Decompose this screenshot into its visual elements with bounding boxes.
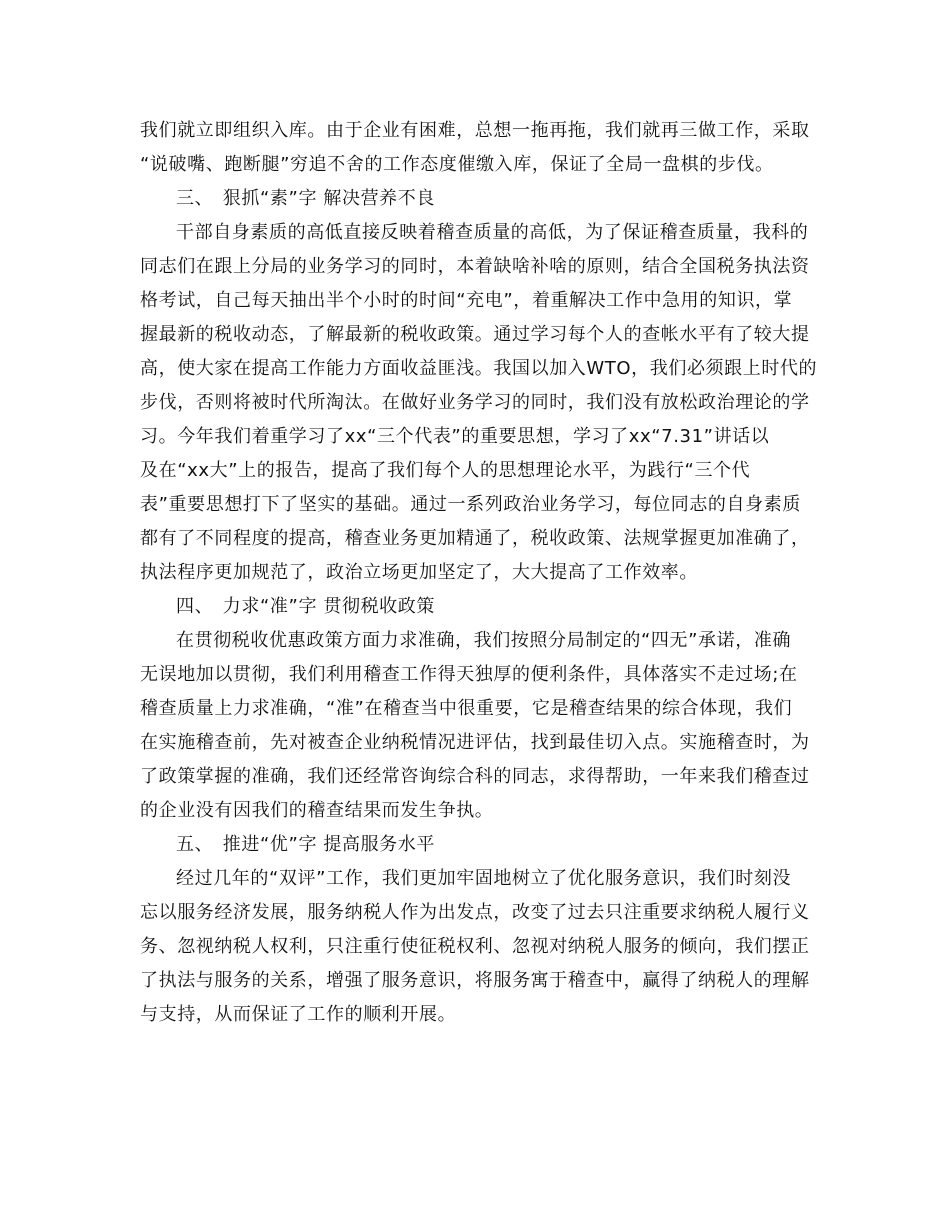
text-line: 都有了不同程度的提高，稽查业务更加精通了，税收政策、法规掌握更加准确了，: [140, 528, 810, 549]
text-line: 稽查质量上力求准确，“准”在稽查当中很重要，它是稽查结果的综合体现，我们: [140, 698, 793, 719]
paragraph-start: 经过几年的“双评”工作，我们更加牢固地树立了优化服务意识，我们时刻没: [176, 868, 792, 889]
text-line: 执法程序更加规范了，政治立场更加坚定了，大大提高了工作效率。: [140, 562, 698, 583]
text-line: “说破嘴、跑断腿”穷追不舍的工作态度催缴入库，保证了全局一盘棋的步伐。: [140, 154, 774, 175]
section-heading-3: 三、 狠抓“素”字 解决营养不良: [176, 188, 435, 209]
text-line: 步伐，否则将被时代所淘汰。在做好业务学习的同时，我们没有放松政治理论的学: [140, 392, 810, 413]
text-line: 高，使大家在提高工作能力方面收益匪浅。我国以加入WTO，我们必须跟上时代的: [140, 358, 818, 379]
text-line: 了政策掌握的准确，我们还经常咨询综合科的同志，求得帮助，一年来我们稽查过: [140, 766, 810, 787]
text-line: 无误地加以贯彻，我们利用稽查工作得天独厚的便利条件，具体落实不走过场;在: [140, 664, 798, 685]
text-line: 在实施稽查前，先对被查企业纳税情况进评估，找到最佳切入点。实施稽查时，为: [140, 732, 810, 753]
text-line: 忘以服务经济发展，服务纳税人作为出发点，改变了过去只注重要求纳税人履行义: [140, 902, 810, 923]
text-line: 的企业没有因我们的稽查结果而发生争执。: [140, 800, 494, 821]
text-line: 及在“xx大”上的报告，提高了我们每个人的思想理论水平，为践行“三个代: [140, 460, 751, 481]
text-line: 同志们在跟上分局的业务学习的同时，本着缺啥补啥的原则，结合全国税务执法资: [140, 256, 810, 277]
text-line: 了执法与服务的关系，增强了服务意识，将服务寓于稽查中，赢得了纳税人的理解: [140, 970, 810, 991]
paragraph-start: 在贯彻税收优惠政策方面力求准确，我们按照分局制定的“四无”承诺，准确: [176, 630, 792, 651]
text-line: 习。今年我们着重学习了xx“三个代表”的重要思想，学习了xx“7.31”讲话以: [140, 426, 770, 447]
document-body: [140, 114, 818, 1032]
text-line: 格考试，自己每天抽出半个小时的时间“充电”，着重解决工作中急用的知识，掌: [140, 290, 793, 311]
text-line: 与支持，从而保证了工作的顺利开展。: [140, 1004, 457, 1025]
text-line: 握最新的税收动态，了解最新的税收政策。通过学习每个人的查帐水平有了较大提: [140, 324, 810, 345]
text-line: 我们就立即组织入库。由于企业有困难，总想一拖再拖，我们就再三做工作，采取: [140, 120, 810, 141]
section-heading-4: 四、 力求“准”字 贯彻税收政策: [176, 596, 435, 617]
text-line: 表”重要思想打下了坚实的基础。通过一系列政治业务学习，每位同志的自身素质: [140, 494, 801, 515]
section-heading-5: 五、 推进“优”字 提高服务水平: [176, 834, 435, 855]
paragraph-start: 干部自身素质的高低直接反映着稽查质量的高低，为了保证稽查质量，我科的: [176, 222, 809, 243]
text-line: 务、忽视纳税人权利，只注重行使征税权利、忽视对纳税人服务的倾向，我们摆正: [140, 936, 810, 957]
